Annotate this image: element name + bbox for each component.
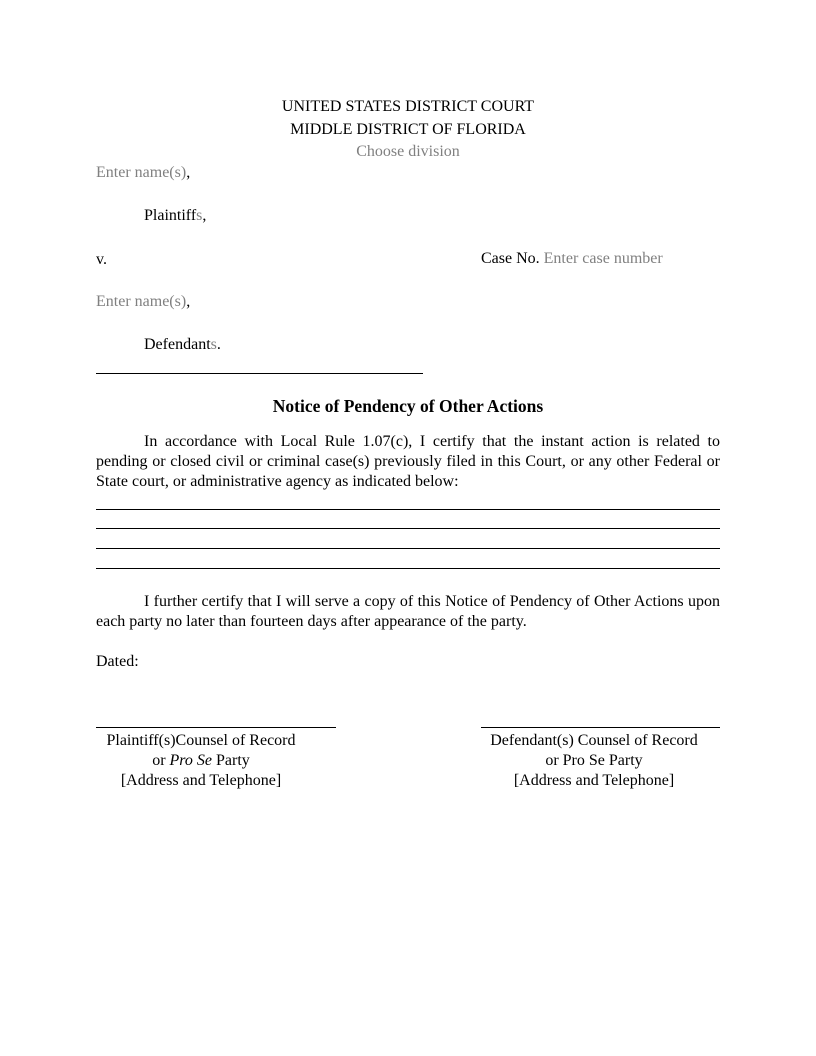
- paragraph-related-cases: [96, 432, 720, 492]
- versus-text: v.: [96, 251, 107, 268]
- paragraph-related-cases-text: In accordance with Local Rule 1.07(c), I certify that the instant action is related to pending or closed civil or criminal case(s) previously filed in this Court, or any other Federal or State court, or administrative agency as indicated below:: [96, 433, 720, 490]
- related-case-line[interactable]: [96, 548, 720, 549]
- plaintiff-name-field[interactable]: Enter name(s): [96, 164, 187, 181]
- case-number-row: [481, 249, 663, 269]
- dated-label: Dated:: [96, 653, 139, 670]
- court-name: UNITED STATES DISTRICT COURT: [281, 98, 535, 115]
- related-case-line[interactable]: [96, 568, 720, 569]
- defendant-address-label: [Address and Telephone]: [513, 772, 675, 789]
- case-number-label: Case No.: [481, 250, 540, 267]
- plaintiff-pro-se-italic: Pro Se: [169, 752, 213, 769]
- defendant-counsel-label: Defendant(s) Counsel of Record: [490, 732, 698, 749]
- defendant-name-field[interactable]: Enter name(s): [96, 293, 187, 310]
- paragraph-service-certification: [96, 592, 720, 632]
- plaintiff-signature-line[interactable]: [96, 727, 336, 728]
- defendant-pro-se-label: or Pro Se Party: [545, 752, 643, 769]
- plaintiff-label-comma: ,: [202, 207, 207, 224]
- document-title: Notice of Pendency of Other Actions: [272, 396, 544, 416]
- plaintiff-address-label: [Address and Telephone]: [120, 772, 282, 789]
- division-field[interactable]: Choose division: [356, 143, 460, 160]
- plaintiff-name-comma: ,: [186, 164, 191, 181]
- related-case-line[interactable]: [96, 528, 720, 529]
- defendant-signature-block: [481, 731, 707, 791]
- defendant-label: [144, 335, 221, 355]
- related-case-line[interactable]: [96, 509, 720, 510]
- plaintiff-pro-se-prefix: or: [152, 752, 170, 769]
- defendant-label-text: Defendant: [144, 336, 211, 353]
- paragraph-service-text: I further certify that I will serve a copy of this Notice of Pendency of Other Actions upon each party no later than fourteen days after appearance of the party.: [96, 593, 720, 630]
- plaintiff-signature-block: [96, 731, 306, 791]
- defendant-name-comma: ,: [186, 293, 191, 310]
- case-number-field[interactable]: Enter case number: [543, 250, 663, 267]
- court-district: MIDDLE DISTRICT OF FLORIDA: [290, 121, 526, 138]
- plaintiff-pro-se-suffix: Party: [212, 752, 250, 769]
- defendant-label-plural[interactable]: s: [210, 336, 217, 353]
- plaintiff-pro-se-label: [96, 751, 306, 771]
- plaintiff-name-row: [96, 163, 190, 183]
- defendant-name-row: [96, 292, 190, 312]
- plaintiff-label-plural[interactable]: s: [196, 207, 203, 224]
- defendant-signature-line[interactable]: [481, 727, 720, 728]
- plaintiff-label: [144, 206, 206, 226]
- plaintiff-counsel-label: Plaintiff(s)Counsel of Record: [106, 732, 296, 749]
- defendant-label-period: .: [216, 336, 221, 353]
- caption-divider: [96, 373, 423, 374]
- plaintiff-label-text: Plaintiff: [144, 207, 197, 224]
